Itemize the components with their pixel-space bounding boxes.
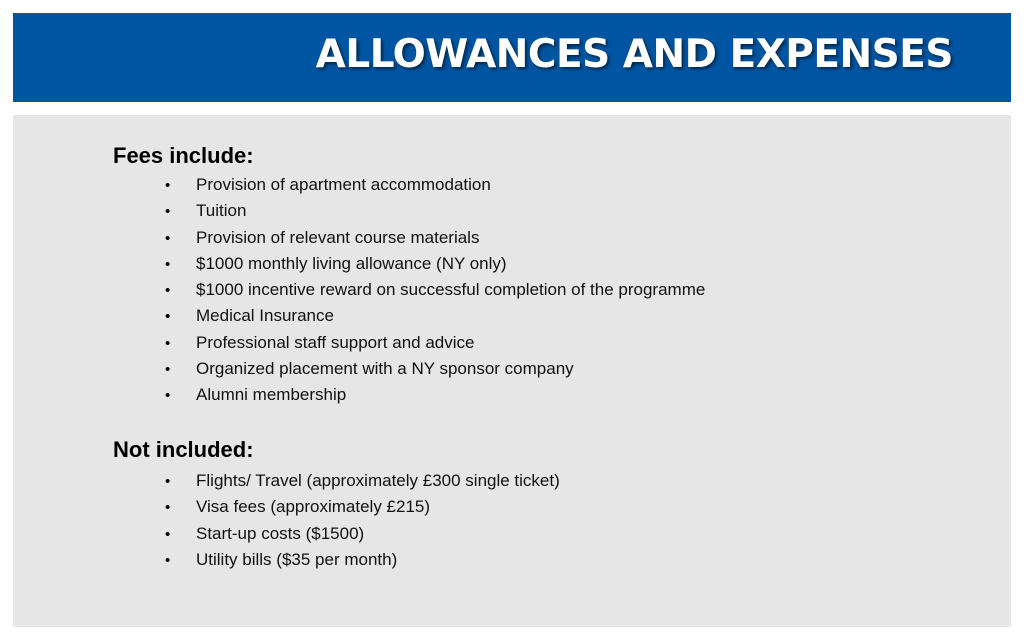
not-included-list — [165, 468, 560, 573]
bullet-item — [165, 303, 705, 329]
bullet-item — [165, 330, 705, 356]
bullet-item — [165, 356, 705, 382]
bullet-text: $1000 monthly living allowance (NY only) — [196, 253, 507, 273]
bullet-icon: • — [165, 361, 171, 379]
bullet-item — [165, 494, 560, 520]
bullet-item — [165, 225, 705, 251]
bullet-icon: • — [165, 203, 171, 221]
bullet-text: Tuition — [196, 201, 247, 221]
bullet-text: Utility bills ($35 per month) — [196, 549, 398, 569]
bullet-icon: • — [165, 499, 171, 517]
bullet-text: Medical Insurance — [196, 306, 334, 326]
bullet-icon: • — [165, 308, 171, 326]
bullet-item — [165, 521, 560, 547]
bullet-item — [165, 468, 560, 494]
bullet-text: Organized placement with a NY sponsor company — [196, 359, 574, 379]
bullet-text: Visa fees (approximately £215) — [196, 497, 431, 517]
bullet-item — [165, 198, 705, 224]
not-included-heading: Not included: — [113, 437, 254, 462]
bullet-icon: • — [165, 229, 171, 247]
bullet-icon: • — [165, 551, 171, 569]
bullet-item — [165, 547, 560, 573]
bullet-icon: • — [165, 177, 171, 194]
title-bar — [13, 13, 1011, 102]
bullet-icon: • — [165, 282, 171, 300]
bullet-text: $1000 incentive reward on successful completion of the programme — [196, 280, 706, 300]
bullet-item — [165, 172, 705, 198]
fees-include-heading: Fees include: — [113, 143, 254, 168]
bullet-icon: • — [165, 473, 171, 490]
bullet-item — [165, 251, 705, 277]
bullet-text: Professional staff support and advice — [196, 332, 475, 352]
bullet-icon: • — [165, 334, 171, 352]
bullet-text: Start-up costs ($1500) — [196, 523, 365, 543]
fees-include-list — [165, 172, 705, 409]
slide-title: ALLOWANCES AND EXPENSES — [315, 32, 953, 77]
bullet-text: Alumni membership — [196, 385, 347, 405]
bullet-icon: • — [165, 255, 171, 273]
bullet-item — [165, 382, 705, 408]
bullet-item — [165, 277, 705, 303]
bullet-text: Provision of relevant course materials — [196, 227, 480, 247]
bullet-text: Provision of apartment accommodation — [196, 175, 491, 194]
bullet-icon: • — [165, 525, 171, 543]
bullet-text: Flights/ Travel (approximately £300 single ticket) — [196, 471, 560, 490]
content-panel — [13, 115, 1011, 627]
bullet-icon: • — [165, 387, 171, 405]
